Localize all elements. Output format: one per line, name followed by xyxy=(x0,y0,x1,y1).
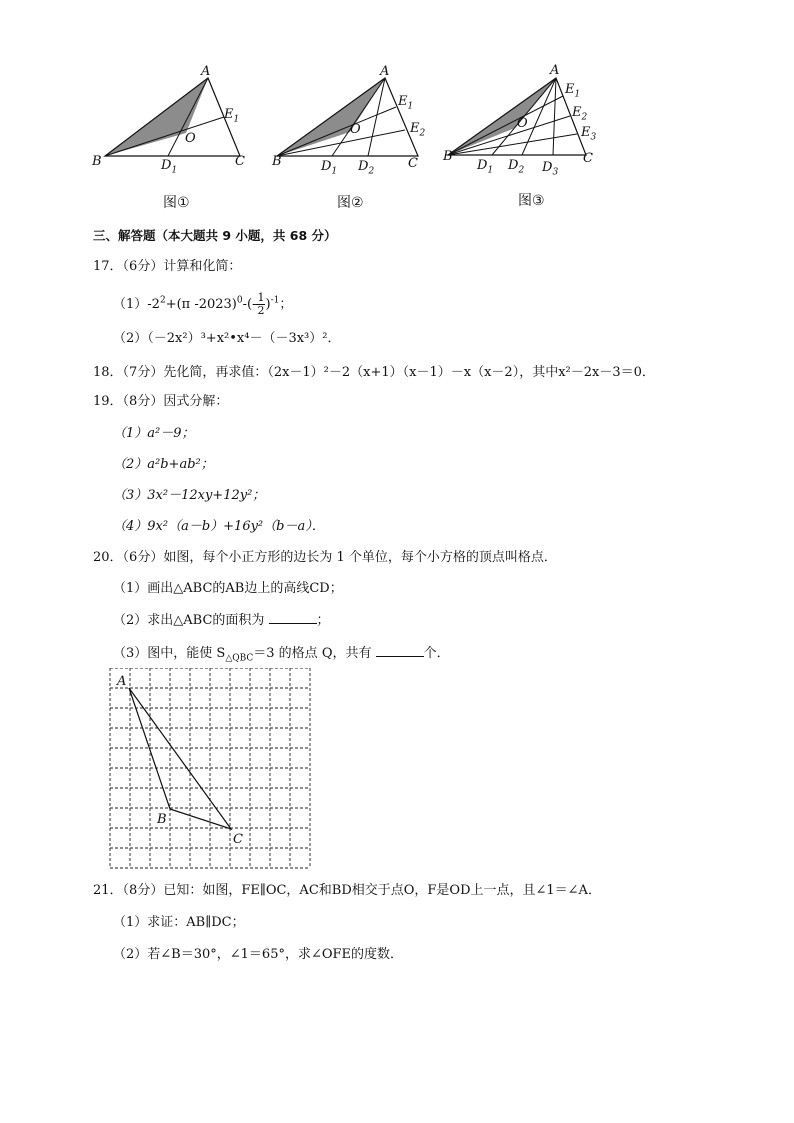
fig3-label-E1: $E_1$ xyxy=(565,82,581,100)
fig2-label-D1: $D_1$ xyxy=(321,159,338,177)
q17-heading: 17．（6分）计算和化简： xyxy=(93,259,242,274)
fig1-label-O: O xyxy=(185,131,196,146)
fig3-line-AD3 xyxy=(553,78,556,155)
q20-part1: （1）画出△ABC的AB边上的高线CD； xyxy=(113,581,343,596)
fig2-caption: 图② xyxy=(337,195,364,211)
q18-text: 18．（7分）先化简，再求值：（2x－1）²－2（x+1）（x－1）－x（x－2），其中x²－2x－3＝0． xyxy=(93,365,655,380)
q20-heading: 20．（6分）如图，每个小正方形的边长为 1 个单位，每个小方格的顶点叫格点． xyxy=(93,550,557,565)
fig2-label-A: A xyxy=(380,64,390,79)
q20-grid-figure xyxy=(100,668,324,878)
fig1-label-B: B xyxy=(92,154,102,169)
q20-part2: （2）求出△ABC的面积为 ； xyxy=(113,613,330,628)
q21-heading: 21．（8分）已知：如图，FE∥OC，AC和BD相交于点O，F是OD上一点，且∠1＝∠A． xyxy=(93,883,601,898)
q20-answer-blank-1 xyxy=(269,611,317,624)
fig3-label-D2: $D_2$ xyxy=(508,158,525,176)
q17-part2: （2）（－2x²）³+x²•x⁴－（－3x³）²． xyxy=(113,331,341,346)
q19-heading: 19．（8分）因式分解： xyxy=(93,394,229,409)
fig3-label-D3: $D_3$ xyxy=(542,160,559,178)
section-3-title: 三、解答题（本大题共 9 小题，共 68 分） xyxy=(93,228,337,243)
fig2-label-D2: $D_2$ xyxy=(358,159,375,177)
q20-label-A: A xyxy=(117,674,127,689)
fig1-label-A: A xyxy=(201,64,211,79)
fig1-caption: 图① xyxy=(163,195,190,211)
fig3-label-B: B xyxy=(443,149,453,164)
fig2-label-O: O xyxy=(350,122,361,137)
q19-part3: （3）3x²－12xy+12y²； xyxy=(113,488,266,503)
fig3-label-E3: $E_3$ xyxy=(581,125,597,143)
q17-fraction: $\frac{1}{2}$ xyxy=(257,291,265,317)
figure-1 xyxy=(0,0,794,220)
q20-label-B: B xyxy=(157,812,167,827)
fig3-label-E2: $E_2$ xyxy=(572,105,588,123)
q21-part2: （2）若∠B＝30°，∠1＝65°，求∠OFE的度数． xyxy=(113,947,404,962)
q20-answer-blank-2 xyxy=(376,644,424,657)
fig1-label-C: C xyxy=(235,154,245,169)
fig2-label-E2: $E_2$ xyxy=(410,121,426,139)
q19-part4: （4）9x²（a－b）+16y²（b－a）． xyxy=(113,519,325,534)
q19-part2: （2）a²b+ab²； xyxy=(113,457,214,472)
q19-part1: （1）a²－9； xyxy=(113,426,195,441)
fig3-label-A: A xyxy=(550,63,560,78)
fig2-label-B: B xyxy=(272,154,282,169)
fig3-label-O: O xyxy=(517,116,528,131)
q20-part3: （3）图中，能使 $S_{\triangle QBC}=3$ 的格点 Q，共有 个． xyxy=(113,646,450,664)
fig1-label-E1: $E_1$ xyxy=(224,107,240,125)
q17-part1: $(1)-2^2+(\pi$ -2023)$^0$-(- $\frac{1}{2}$ )$^{-1}$； xyxy=(113,291,293,317)
fig2-label-E1: $E_1$ xyxy=(398,94,414,112)
fig3-caption: 图③ xyxy=(518,193,545,209)
fig3-line-BE1 xyxy=(448,96,563,155)
q21-part1: （1）求证：AB∥DC； xyxy=(113,915,245,930)
q20-label-C: C xyxy=(233,832,243,847)
fig2-label-C: C xyxy=(408,156,418,171)
fig3-label-C: C xyxy=(583,151,593,166)
fig3-label-D1: $D_1$ xyxy=(477,158,494,176)
fig1-label-D1: $D_1$ xyxy=(161,158,178,176)
